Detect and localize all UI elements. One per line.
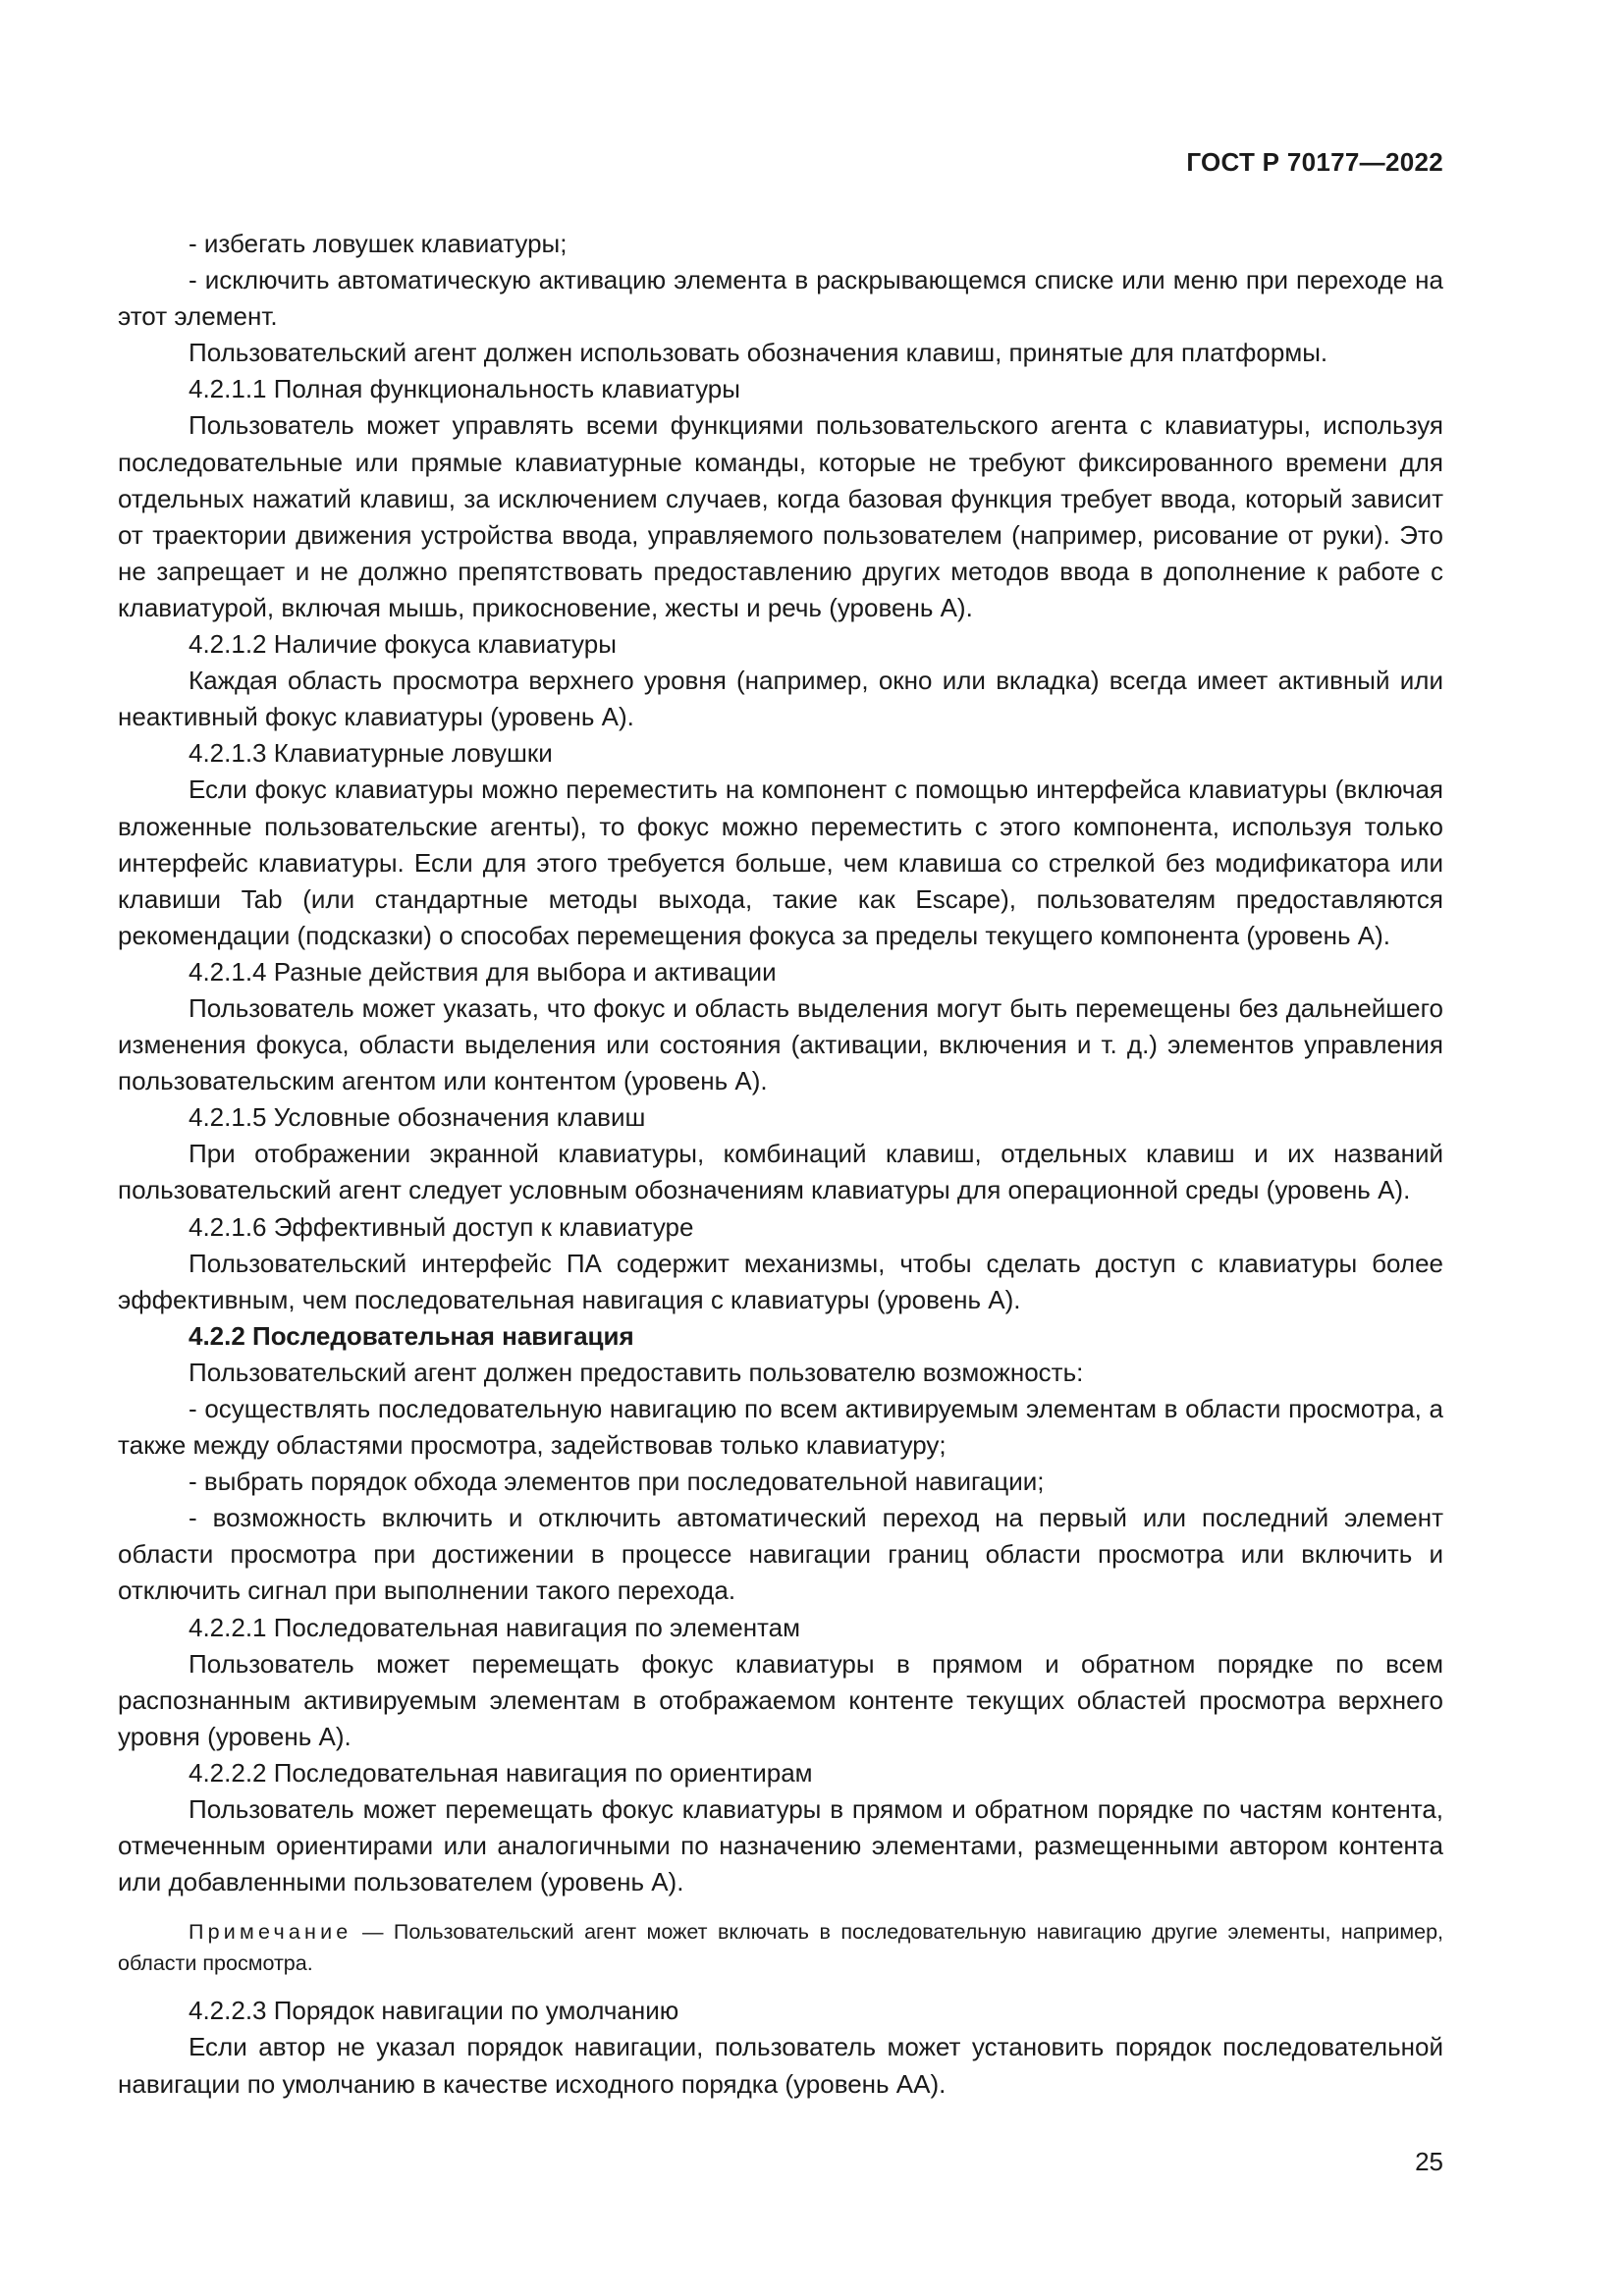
section-heading-4-2-2-3: 4.2.2.3 Порядок навигации по умолчанию [189,1996,679,2026]
note-text: — Пользовательский агент может включать в последовательную навигацию другие элементы, например, области просмотра. [118,1920,1443,1976]
paragraph: Пользовательский агент должен предоставить пользователю возможность: [189,1357,1084,1387]
paragraph: Пользователь может перемещать фокус клавиатуры в прямом и обратном порядке по частям контента, отмеченным ориентирами или аналогичными по назначению элементами, размещенными автором контента или добавленными пользователем (уровень А). [118,1794,1443,1897]
paragraph: Если автор не указал порядок навигации, пользователь может установить порядок последовательной навигации по умолчанию в качестве исходного порядка (уровень АА). [118,2032,1443,2099]
section-heading-4-2-2-1: 4.2.2.1 Последовательная навигация по элементам [189,1612,801,1642]
list-item: - выбрать порядок обхода элементов при последовательной навигации; [189,1467,1045,1497]
list-item: - возможность включить и отключить автоматический переход на первый или последний элемент области просмотра при достижении в процессе навигации границ области просмотра или включить и отключить сигнал при выполнении такого перехода. [118,1503,1443,1606]
document-body [118,226,1443,2103]
page-number: 25 [1415,2147,1443,2176]
section-heading-4-2-2-2: 4.2.2.2 Последовательная навигация по ориентирам [189,1757,813,1788]
document-code: ГОСТ Р 70177—2022 [1186,147,1443,177]
section-heading-4-2-1-2: 4.2.1.2 Наличие фокуса клавиатуры [189,629,617,660]
section-heading-4-2-1-4: 4.2.1.4 Разные действия для выбора и активации [189,956,777,987]
note-label: Примечание [189,1920,352,1945]
list-item: - исключить автоматическую активацию элемента в раскрывающемся списке или меню при переходе на этот элемент. [118,265,1443,332]
paragraph: Пользовательский агент должен использовать обозначения клавиш, принятые для платформы. [189,338,1328,368]
paragraph: Пользователь может указать, что фокус и область выделения могут быть перемещены без дальнейшего изменения фокуса, области выделения или состояния (активации, включения и т. д.) элементов управления пользовательским агентом или контентом (уровень А). [118,992,1443,1096]
section-heading-4-2-1-3: 4.2.1.3 Клавиатурные ловушки [189,738,553,769]
section-heading-4-2-1-1: 4.2.1.1 Полная функциональность клавиатуры [189,374,740,404]
paragraph: При отображении экранной клавиатуры, комбинаций клавиш, отдельных клавиш и их названий пользовательский агент следует условным обозначениям клавиатуры для операционной среды (уровень А). [118,1139,1443,1205]
paragraph: Если фокус клавиатуры можно переместить на компонент с помощью интерфейса клавиатуры (включая вложенные пользовательские агенты), то фокус можно переместить с этого компонента, используя только интерфейс клавиатуры. Если для этого требуется больше, чем клавиша со стрелкой без модификатора или клавиши Tab (или стандартные методы выхода, такие как Escape), пользователям предоставляются рекомендации (подсказки) о способах перемещения фокуса за пределы текущего компонента (уровень А). [118,774,1443,950]
paragraph: Каждая область просмотра верхнего уровня (например, окно или вкладка) всегда имеет активный или неактивный фокус клавиатуры (уровень А). [118,666,1443,732]
paragraph: Пользовательский интерфейс ПА содержит механизмы, чтобы сделать доступ с клавиатуры более эффективным, чем последовательная навигация с клавиатуры (уровень А). [118,1248,1443,1314]
section-heading-4-2-1-5: 4.2.1.5 Условные обозначения клавиш [189,1102,646,1133]
paragraph: Пользователь может перемещать фокус клавиатуры в прямом и обратном порядке по всем распознанным активируемым элементам в отображаемом контенте текущих областей просмотра верхнего уровня (уровень А). [118,1648,1443,1751]
section-heading-4-2-2: 4.2.2 Последовательная навигация [189,1320,634,1351]
list-item: - осуществлять последовательную навигацию по всем активируемым элементам в области просмотра, а также между областями просмотра, задействовав только клавиатуру; [118,1394,1443,1461]
note [118,1916,1443,1979]
paragraph: Пользователь может управлять всеми функциями пользовательского агента с клавиатуры, используя последовательные или прямые клавиатурные команды, которые не требуют фиксированного времени для отдельных нажатий клавиш, за исключением случаев, когда базовая функция требует ввода, который зависит от траектории движения устройства ввода, управляемого пользователем (например, рисование от руки). Это не запрещает и не должно препятствовать предоставлению других методов ввода в дополнение к работе с клавиатурой, включая мышь, прикосновение, жесты и речь (уровень А). [118,410,1443,622]
section-heading-4-2-1-6: 4.2.1.6 Эффективный доступ к клавиатуре [189,1211,694,1242]
list-item: - избегать ловушек клавиатуры; [189,229,568,258]
